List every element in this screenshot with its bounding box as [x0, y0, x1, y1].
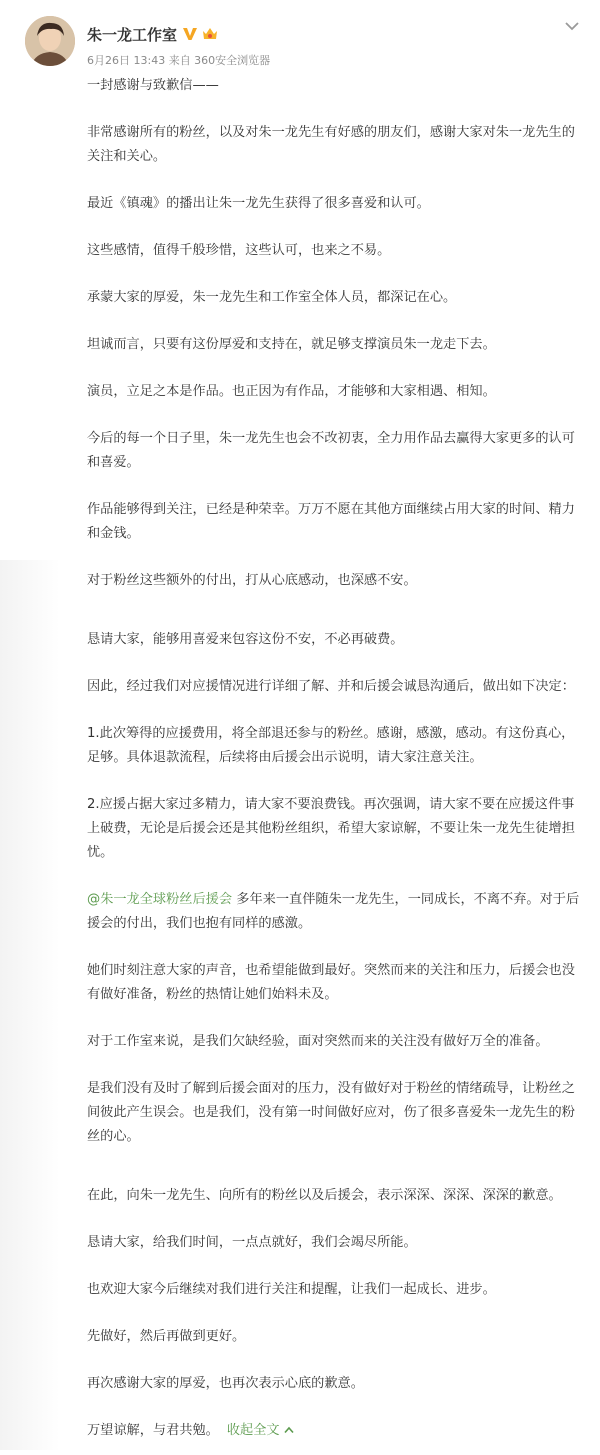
member-badge-icon[interactable] [201, 26, 219, 42]
paragraph: 最近《镇魂》的播出让朱一龙先生获得了很多喜爱和认可。 [87, 196, 430, 211]
mention-text: 多年来一直伴随朱一龙先生，一同成长，不离不弃。对于后援会的付出，我们也抱有同样的感激。 [87, 892, 580, 931]
paragraph: 也欢迎大家今后继续对我们进行关注和提醒，让我们一起成长、进步。 [87, 1282, 496, 1297]
paragraph: 承蒙大家的厚爱，朱一龙先生和工作室全体人员，都深记在心。 [87, 290, 457, 305]
avatar[interactable] [25, 16, 75, 66]
paragraph: 再次感谢大家的厚爱，也再次表示心底的歉意。 [87, 1376, 364, 1391]
paragraph: 在此，向朱一龙先生、向所有的粉丝以及后援会，表示深深、深深、深深的歉意。 [87, 1188, 562, 1203]
paragraph: 恳请大家，能够用喜爱来包容这份不安，不必再破费。 [87, 632, 404, 647]
paragraph: 她们时刻注意大家的声音，也希望能做到最好。突然而来的关注和压力，后援会也没有做好准备，粉丝的热情让她们始料未及。 [87, 963, 575, 1002]
paragraph: 演员，立足之本是作品。也正因为有作品，才能够和大家相遇、相知。 [87, 384, 496, 399]
mention-paragraph [87, 888, 583, 936]
paragraph: 恳请大家，给我们时间，一点点就好，我们会竭尽所能。 [87, 1235, 417, 1250]
paragraph: 对于工作室来说，是我们欠缺经验，面对突然而来的关注没有做好万全的准备。 [87, 1034, 549, 1049]
post-header [0, 0, 600, 80]
paragraph: 作品能够得到关注，已经是种荣幸。万万不愿在其他方面继续占用大家的时间、精力和金钱。 [87, 502, 575, 541]
mention-link[interactable]: @朱一龙全球粉丝后援会 [87, 892, 233, 907]
left-shadow [0, 560, 60, 1150]
author-name[interactable]: 朱一龙工作室 [87, 25, 178, 44]
paragraph: 今后的每一个日子里，朱一龙先生也会不改初衷，全力用作品去赢得大家更多的认可和喜爱。 [87, 431, 575, 470]
collapse-label: 收起全文 [226, 1423, 280, 1438]
chevron-up-icon [284, 1426, 294, 1434]
post-body [87, 74, 583, 1455]
paragraph: 这些感情，值得千般珍惜，这些认可，也来之不易。 [87, 243, 391, 258]
paragraph: 2.应援占据大家过多精力，请大家不要浪费钱。再次强调，请大家不要在应援这件事上破费，无论是后援会还是其他粉丝组织，希望大家谅解，不要让朱一龙先生徒增担忧。 [87, 797, 575, 860]
last-paragraph [87, 1419, 583, 1443]
paragraph: 对于粉丝这些额外的付出，打从心底感动，也深感不安。 [87, 573, 417, 588]
verified-v-icon [182, 26, 198, 42]
paragraph: 1.此次筹得的应援费用，将全部退还参与的粉丝。感谢，感激，感动。有这份真心，足够。具体退款流程，后续将由后援会出示说明，请大家注意关注。 [87, 726, 575, 765]
paragraph: 是我们没有及时了解到后援会面对的压力，没有做好对于粉丝的情绪疏导，让粉丝之间彼此产生误会。也是我们，没有第一时间做好应对，伤了很多喜爱朱一龙先生的粉丝的心。 [87, 1081, 575, 1144]
post-meta: 6月26日 13:43 来自 360安全浏览器 [87, 54, 271, 67]
paragraph: 一封感谢与致歉信—— [87, 78, 219, 93]
collapse-button[interactable] [227, 1423, 294, 1438]
paragraph: 坦诚而言，只要有这份厚爱和支持在，就足够支撑演员朱一龙走下去。 [87, 337, 496, 352]
paragraph: 先做好，然后再做到更好。 [87, 1329, 246, 1344]
chevron-down-icon[interactable] [564, 20, 580, 32]
paragraph: 因此，经过我们对应援情况进行详细了解、并和后援会诚恳沟通后，做出如下决定： [87, 679, 575, 694]
paragraph: 非常感谢所有的粉丝，以及对朱一龙先生有好感的朋友们，感谢大家对朱一龙先生的关注和关心。 [87, 125, 575, 164]
last-line: 万望谅解，与君共勉。 [87, 1423, 219, 1438]
left-shadow [0, 1150, 60, 1450]
